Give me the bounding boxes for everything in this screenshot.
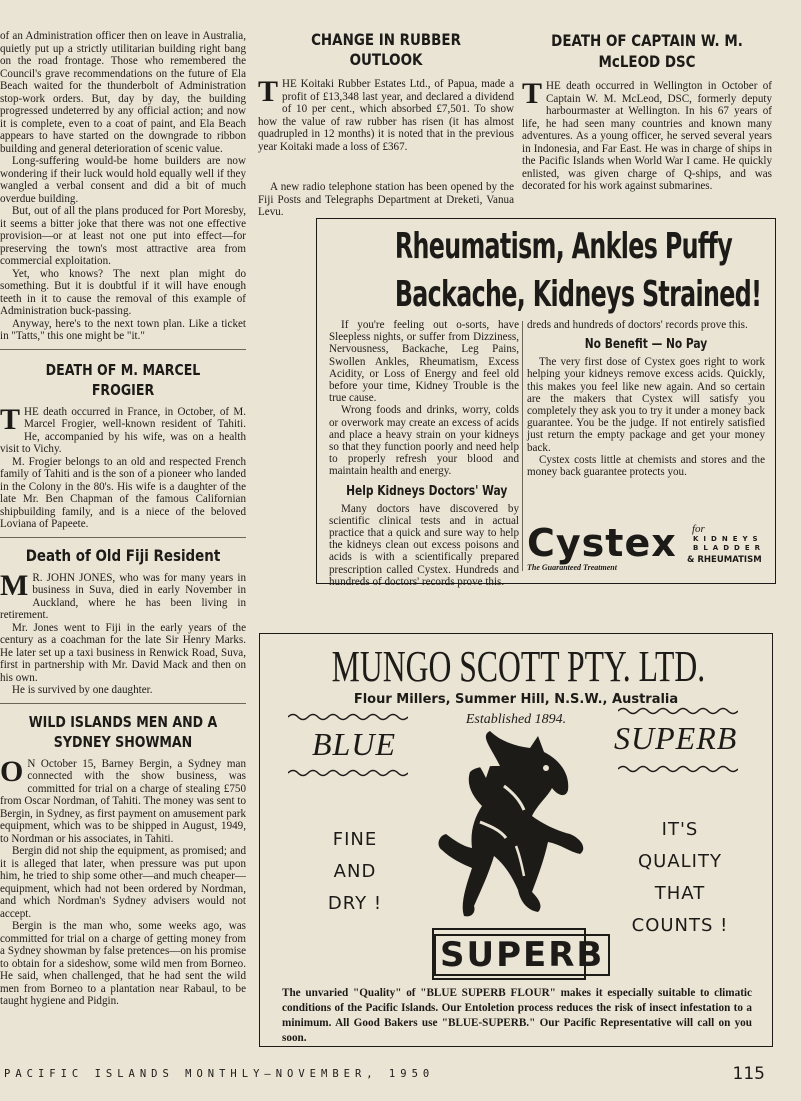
ad-subheading: No Benefit — No Pay [584,337,708,353]
radio-notice: A new radio telephone station has been opened by the Fiji Posts and Telegraphs Department at Dreketi, Vanua Levu. [258,181,514,218]
divider [0,537,246,538]
ad-paragraph: dreds and hundreds of doctors' records prove this. [527,319,748,331]
tagline-word: FINE [332,829,378,850]
ad-headline-line-1: Rheumatism, Ankles Puffy [394,226,733,267]
ad-paragraph: Wrong foods and drinks, worry, colds or overwork may create an excess of acids and place a heavy strain on your kidneys so that they function poorly and need help to properly refresh your blood and maintain health and energy. [329,404,519,478]
tagline-word: THAT [654,883,706,904]
divider [0,349,246,350]
paragraph: Long-suffering would-be home builders are now wondering if their luck would hold equally well if they wangled a verbal consent and did a bit of much overdue building. [0,155,246,205]
tagline-word: QUALITY [638,851,722,872]
tagline-word: IT'S [661,819,699,840]
brand-rheumatism: & RHEUMATISM [687,555,762,565]
tagline-word: AND [333,861,377,882]
article-heading: CHANGE IN RUBBER OUTLOOK [311,30,461,69]
superb-logo-box [432,928,605,980]
superb-logo-text: SUPERB [434,934,610,976]
paragraph: Bergin is the man who, some weeks ago, was committed for trial on a charge of getting money from a Sydney showman by false pretences—on his promise to obtain for a sideshow, some wild men from Borneo. He said, when challenged, that he had sent the wild men from Borneo to a plantation near Rabaul, to be taught hygiene and Pidgin. [0,920,246,1007]
ad-headline-line-2: Backache, Kidneys Strained! [394,274,762,315]
article-rubber-outlook [258,30,514,153]
paragraph-text: HE Koitaki Rubber Estates Ltd., of Papua, made a profit of £13,348 last year, and declared a dividend of 10 per cent., which absorbed £7,501. To show how the value of raw rubber has risen (it has almost quadrupled in 12 months) it is noted that in the previous year Koitaki made a loss of £367. [258,78,514,153]
left-column [0,30,246,1008]
paragraph [258,75,514,153]
paragraph: of an Administration officer then on leave in Australia, quietly put up a strictly utilitarian building right bang on the road frontage. Those who remembered the Council's grave recommendations on the future of Ela Beach waited for the thunderbolt of Administration stop-work orders. But, day by day, the building progressed undeterred by any official action; and now it is complete, even to a coat of paint, and Ela Beach appears to have started on the downgrade to ribbon building and general deterioration of scenic value. [0,30,246,155]
paragraph: Bergin did not ship the equipment, as promised; and it is alleged that later, when pressure was put upon him, he tried to ship some other—and much cheaper—equipment, which had not been ordered by Nordman, and which Nordman's Sydney advisers would not accept. [0,845,246,920]
ad-column-right [527,319,765,478]
paragraph [522,77,772,193]
wavy-ornament [618,764,738,774]
ad-paragraph: If you're feeling out o-sorts, have Sleepless nights, or suffer from Dizziness, Nervousness, Backache, Leg Pains, Swollen Ankles, Rheumatism, Excess Acidity, or Loss of Energy and feel old before your time, Kidney Trouble is the true cause. [329,319,519,405]
ad-footer-text: The unvaried "Quality" of "BLUE SUPERB FLOUR" makes it especially suitable to climatic conditions of the Pacific Islands. Our Entoletion process reduces the risk of insect infestation to a minimum. All Good Bakers use "BLUE-SUPERB." Our Pacific Representative will call on you soon. [282,987,752,1044]
wavy-ornament [618,706,738,716]
dropcap: M [0,568,29,602]
established-line: Established 1894. [465,712,567,727]
tagline-quality-counts [620,814,740,942]
article-heading: WILD ISLANDS MEN AND A SYDNEY SHOWMAN [28,712,218,751]
ad-column-left [329,319,519,589]
article-wild-islands-men [0,712,246,1008]
tagline-word: COUNTS ! [631,915,729,936]
paragraph-text: HE death occurred in France, in October, of M. Marcel Frogier, well-known resident of Tahiti. He, accompanied by his wife, was on a health visit to Vichy. [0,405,246,455]
wavy-ornament [288,768,408,778]
article-fiji-resident [0,546,246,697]
page-footer [0,1066,801,1086]
tagline-fine-and-dry [310,824,400,920]
paragraph [0,402,246,456]
paragraph [0,568,246,622]
brand-for: for [692,523,705,535]
ad-subheading: Help Kidneys Doctors' Way [346,483,508,499]
ad-word-superb: SUPERB [614,720,738,756]
divider [0,703,246,704]
paragraph [0,754,246,846]
article-frogier [0,360,246,531]
ad-paragraph: Many doctors have discovered by scientific clinical tests and in actual practice that a quick and sure way to help the kidneys clean out excess poisons and acids is with a scientifically prepared prescription called Cystex. Hundreds and hundreds of doctors' records prove this. [329,502,519,588]
unicorn-illustration [420,726,610,926]
article-heading: DEATH OF M. MARCEL FROGIER [45,360,201,399]
article-heading: DEATH OF CAPTAIN W. M. McLEOD DSC [551,31,743,71]
right-column [522,30,772,193]
ad-paragraph: The very first dose of Cystex goes right to work helping your kidneys remove excess acids. Quickly, this makes you feel like new again. And so certain are the makers that Cystex will satisfy you completely they ask you to try it under a money back guarantee. You be the judge. If not entirely satisfied just return the empty package and get your money back. [527,356,765,454]
paragraph-text: R. JOHN JONES, who was for many years in business in Suva, died in early November in Auckland, where he has been living in retirement. [0,571,246,621]
article-ela-beach [0,30,246,343]
paragraph: M. Frogier belongs to an old and respected French family of Tahiti and is the son of a pioneer who landed in the Colony in the 80's. His wife is a daughter of the late Mr. Ben Chapman of the famous Californian shipbuilding family, and is a niece of the beloved Loviana of Papeete. [0,455,246,530]
ad-word-blue: BLUE [312,726,396,762]
cystex-advertisement [316,218,776,588]
dropcap: T [258,75,279,108]
brand-kidneys-bladder: KIDNEYS BLADDER [693,535,766,552]
article-mcleod [522,30,772,193]
mungo-scott-advertisement [259,633,773,1047]
paragraph: He is survived by one daughter. [12,684,153,696]
ad-column-divider [522,321,523,571]
paragraph-text: N October 15, Barney Bergin, a Sydney man connected with the show business, was committed for trial on a charge of stealing £750 from Oscar Nordman, of Tahiti. The money was sent to Bergin, in Sydney, as first payment on amusement park equipment, which was to be shipped in August, 1949, to Nordman or his associates, in Tahiti. [0,757,246,845]
tagline-word: DRY ! [327,893,383,914]
paragraph-text: HE death occurred in Wellington in October of Captain W. M. McLeod, DSC, formerly deputy harbourmaster at Wellington. In his 67 years of life, he had seen many countries and known many adventures. As a young officer, he served several years in Indonesia, and Far East. He was in charge of ships in the Pacific Islands when World War I came. He quickly enlisted, was given charge of Q-ships, and was decorated for his work against submarines. [522,80,772,192]
paragraph: Anyway, here's to the next town plan. Like a ticket in "Tatts," this one might be "it." [0,317,246,342]
dropcap: T [522,77,543,110]
page-number: 115 [732,1064,765,1084]
ad-paragraph: Cystex costs little at chemists and stores and the money back guarantee protects you. [527,453,765,479]
paragraph: Yet, who knows? The next plan might do something. But it is doubtful if it will have enough teeth in it to cause the removal of this example of Administration buck-passing. [0,267,246,317]
brand-name: Cystex [527,521,677,565]
company-name: MUNGO SCOTT PTY. LTD. [331,642,706,691]
brand-tagline: The Guaranteed Treatment [527,563,617,572]
wavy-ornament [288,712,408,722]
company-subtitle: Flour Millers, Summer Hill, N.S.W., Australia [353,692,679,707]
publication-title: PACIFIC ISLANDS MONTHLY—NOVEMBER, 1950 [4,1068,435,1080]
middle-column [258,30,514,219]
dropcap: T [0,402,21,436]
paragraph: Mr. Jones went to Fiji in the early years of the century as a coachman for the late Sir Henry Marks. He later set up a taxi business in Renwick Road, Suva, first in partnership with Mr. David Mack and then on his own. [0,621,246,684]
paragraph: But, out of all the plans produced for Port Moresby, it seems a bitter joke that there was not one effective provision—or at least not one put into effect—for preserving the town's most attractive area from commercial exploitation. [0,205,246,267]
article-heading: Death of Old Fiji Resident [25,545,221,565]
dropcap: O [0,754,24,788]
cystex-logo [527,517,767,577]
